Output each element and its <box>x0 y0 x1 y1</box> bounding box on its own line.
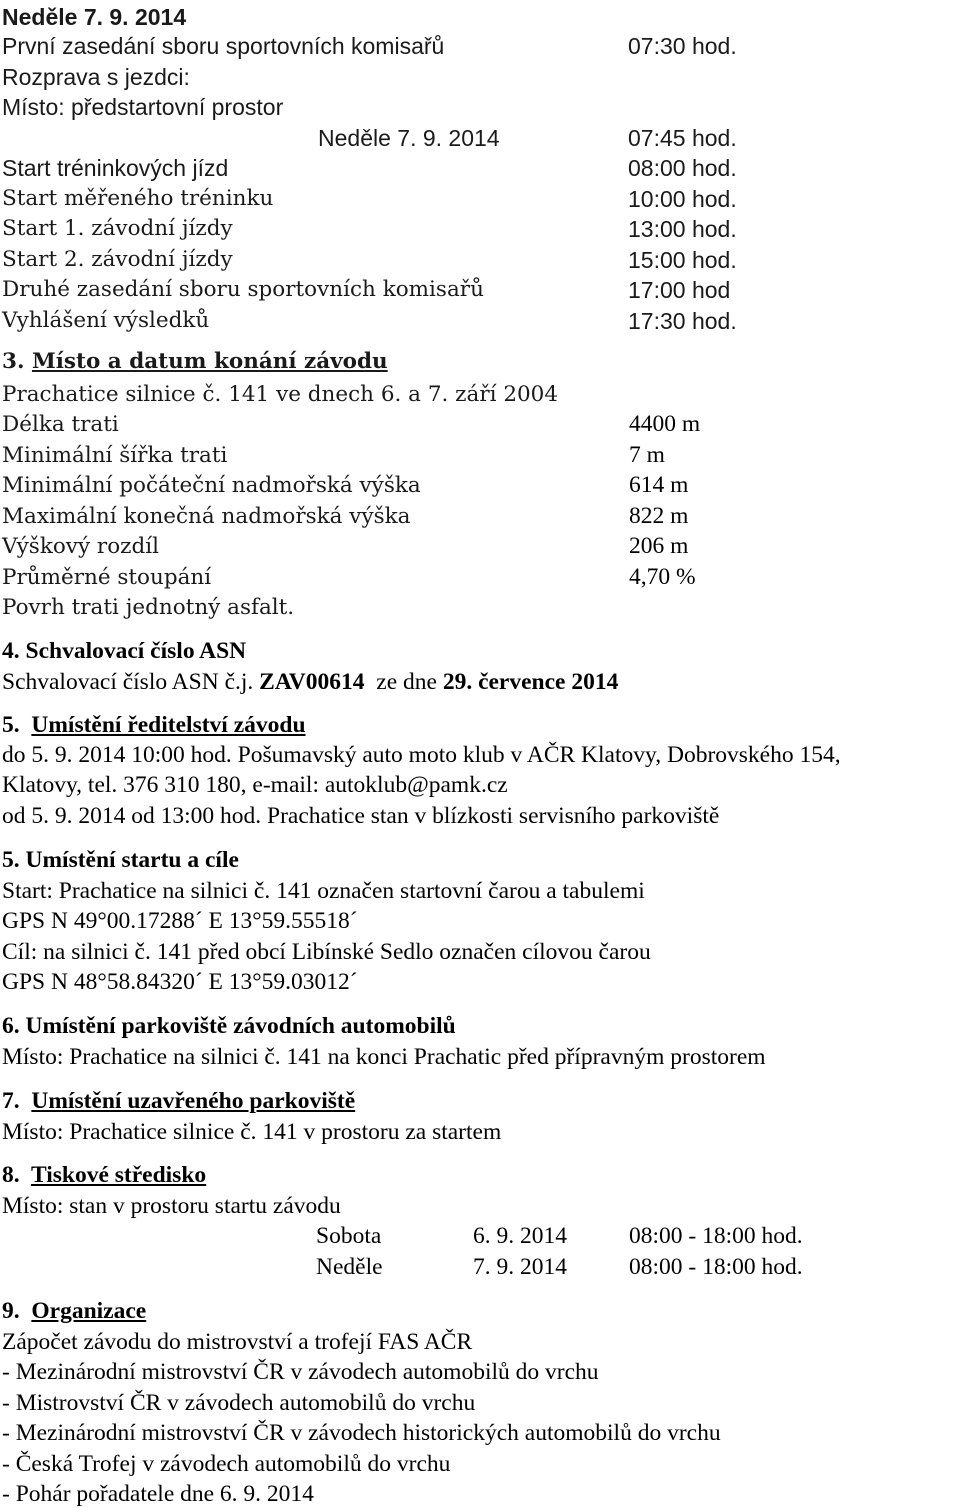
section3-surface: Povrh trati jednotný asfalt. <box>2 595 295 620</box>
approval-date-prefix: ze dne <box>376 669 437 695</box>
section5a-line2: Klatovy, tel. 376 310 180, e-mail: autoklub@pamk.cz <box>2 772 508 798</box>
spec-value: 206 m <box>629 533 689 559</box>
section8-heading <box>2 1164 206 1188</box>
press-day: Neděle <box>316 1254 383 1280</box>
schedule-row-label: Start 1. závodní jízdy <box>2 216 233 241</box>
schedule-row-label: Start měřeného tréninku <box>2 186 274 211</box>
spec-value: 614 m <box>629 472 689 498</box>
spec-label: Minimální šířka trati <box>2 443 228 468</box>
section5a-line3: od 5. 9. 2014 od 13:00 hod. Prachatice stan v blízkosti servisního parkoviště <box>2 803 720 829</box>
section9-number: 9. <box>2 1298 20 1324</box>
schedule-row-time: 17:30 hod. <box>628 308 737 334</box>
spec-value: 4,70 % <box>629 564 696 590</box>
first-meeting-label: První zasedání sboru sportovních komisařů <box>2 33 445 59</box>
briefing-label: Rozprava s jezdci: <box>2 64 190 90</box>
schedule-row-label: Start tréninkových jízd <box>2 155 229 181</box>
spec-label: Průměrné stoupání <box>2 565 212 590</box>
section9-heading <box>2 1300 146 1324</box>
spec-value: 4400 m <box>629 411 701 437</box>
section8-place: Místo: stan v prostoru startu závodu <box>2 1193 341 1219</box>
section5b-heading: 5. Umístění startu a cíle <box>2 847 239 873</box>
schedule-row-time: 08:00 hod. <box>628 155 737 181</box>
press-time: 08:00 - 18:00 hod. <box>629 1254 803 1280</box>
section3-number: 3. <box>2 349 25 374</box>
spec-label: Délka trati <box>2 412 119 437</box>
schedule-row-time: 13:00 hod. <box>628 216 737 242</box>
section4-heading: 4. Schvalovací číslo ASN <box>2 638 247 664</box>
section7-title: Umístění uzavřeného parkoviště <box>31 1088 356 1114</box>
section9-title: Organizace <box>31 1298 147 1324</box>
section5a-title: Umístění ředitelství závodu <box>31 712 306 738</box>
schedule-row-time: 10:00 hod. <box>628 186 737 212</box>
section6-heading: 6. Umístění parkoviště závodních automobilů <box>2 1013 456 1039</box>
schedule-row-time: 17:00 hod <box>628 277 731 303</box>
list-item: - Mistrovství ČR v závodech automobilů do vrchu <box>2 1390 476 1416</box>
section8-number: 8. <box>2 1162 20 1188</box>
section4-approval-line <box>2 671 618 695</box>
approval-date: 29. července 2014 <box>442 669 619 695</box>
list-item: - Pohár pořadatele dne 6. 9. 2014 <box>2 1481 314 1507</box>
section8-title: Tiskové středisko <box>30 1162 207 1188</box>
schedule-date-heading: Neděle 7. 9. 2014 <box>2 4 187 30</box>
section7-place: Místo: Prachatice silnice č. 141 v prostoru za startem <box>2 1119 502 1145</box>
section9-intro: Zápočet závodu do mistrovství a trofejí FAS AČR <box>2 1329 473 1355</box>
press-day: Sobota <box>316 1223 382 1249</box>
section5a-line1: do 5. 9. 2014 10:00 hod. Pošumavský auto moto klub v AČR Klatovy, Dobrovského 154, <box>2 742 841 768</box>
list-item: - Mezinárodní mistrovství ČR v závodech automobilů do vrchu <box>2 1359 599 1385</box>
spec-label: Minimální počáteční nadmořská výška <box>2 473 421 498</box>
section5b-start: Start: Prachatice na silnici č. 141 označen startovní čarou a tabulemi <box>2 878 645 904</box>
list-item: - Česká Trofej v závodech automobilů do vrchu <box>2 1451 451 1477</box>
section5b-finish: Cíl: na silnici č. 141 před obcí Libínské Sedlo označen cílovou čarou <box>2 939 651 965</box>
approval-prefix: Schvalovací číslo ASN č.j. <box>2 669 254 695</box>
section7-heading <box>2 1090 355 1114</box>
schedule-row-label: Start 2. závodní jízdy <box>2 247 233 272</box>
list-item: - Mezinárodní mistrovství ČR v závodech historických automobilů do vrchu <box>2 1420 721 1446</box>
section3-heading <box>2 351 388 373</box>
section5a-heading <box>2 714 306 738</box>
section7-number: 7. <box>2 1088 20 1114</box>
section5b-finish-gps: GPS N 48°58.84320´ E 13°59.03012´ <box>2 969 358 995</box>
section5a-number: 5. <box>2 712 20 738</box>
spec-label: Maximální konečná nadmořská výška <box>2 504 411 529</box>
section5b-start-gps: GPS N 49°00.17288´ E 13°59.55518´ <box>2 908 358 934</box>
section3-title: Místo a datum konání závodu <box>31 349 388 374</box>
press-date: 7. 9. 2014 <box>473 1254 567 1280</box>
spec-value: 822 m <box>629 503 689 529</box>
section6-place: Místo: Prachatice na silnici č. 141 na konci Prachatic před přípravným prostorem <box>2 1044 766 1070</box>
spec-value: 7 m <box>629 442 665 468</box>
first-meeting-time: 07:30 hod. <box>628 33 737 59</box>
schedule-row-label: Vyhlášení výsledků <box>2 308 210 333</box>
briefing-time: 07:45 hod. <box>628 125 737 151</box>
briefing-date: Neděle 7. 9. 2014 <box>318 125 500 151</box>
approval-number: ZAV00614 <box>259 669 365 695</box>
press-date: 6. 9. 2014 <box>473 1223 567 1249</box>
section3-location: Prachatice silnice č. 141 ve dnech 6. a 7. září 2004 <box>2 382 559 407</box>
briefing-place: Místo: předstartovní prostor <box>2 94 284 120</box>
press-time: 08:00 - 18:00 hod. <box>629 1223 803 1249</box>
schedule-row-label: Druhé zasedání sboru sportovních komisařů <box>2 277 484 302</box>
spec-label: Výškový rozdíl <box>2 534 159 559</box>
schedule-row-time: 15:00 hod. <box>628 247 737 273</box>
